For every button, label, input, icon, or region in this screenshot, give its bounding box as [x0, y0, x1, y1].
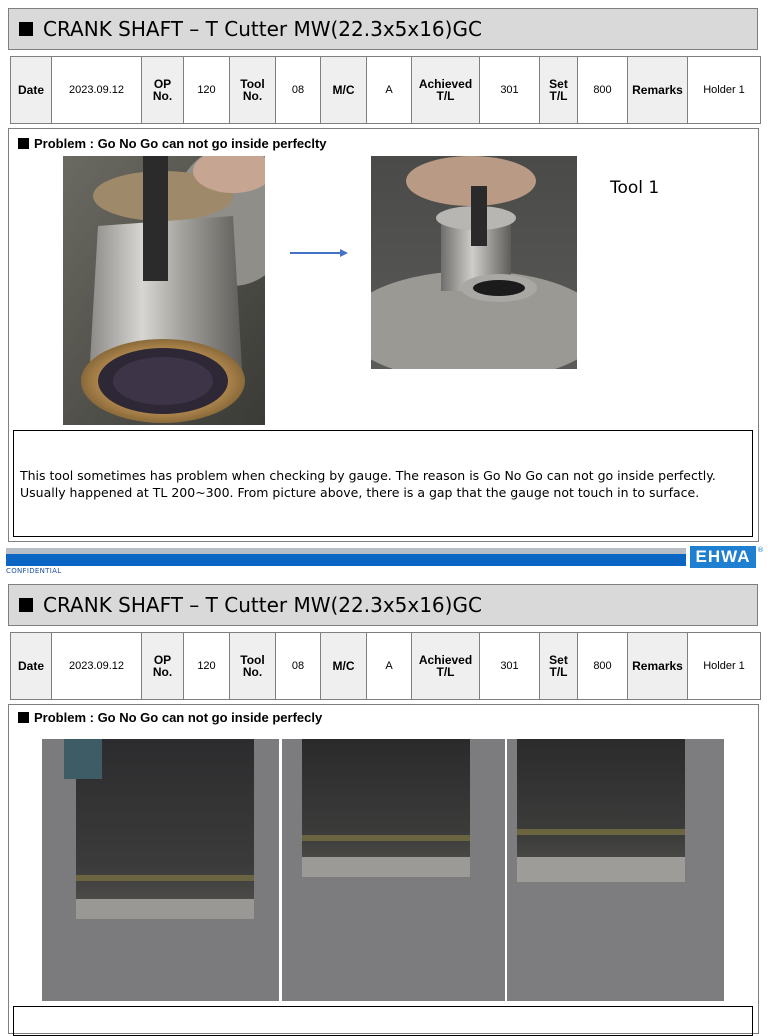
- achieved-label: Achieved T/L: [412, 633, 480, 700]
- insert-photo-2: [282, 739, 505, 1001]
- set-label: Set T/L: [540, 633, 578, 700]
- set-value: 800: [578, 57, 628, 124]
- insert-photo-3: [507, 739, 724, 1001]
- date-value: 2023.09.12: [52, 57, 142, 124]
- square-bullet-icon: [19, 22, 33, 36]
- date-label: Date: [11, 57, 52, 124]
- registered-mark: ®: [757, 546, 764, 554]
- tool-label: Tool No.: [230, 57, 276, 124]
- ehwa-logo: EHWA: [690, 546, 756, 568]
- set-value: 800: [578, 633, 628, 700]
- slide2-info-table: [10, 632, 761, 700]
- set-label: Set T/L: [540, 57, 578, 124]
- op-value: 120: [184, 57, 230, 124]
- slide2-problem-heading: [18, 710, 322, 725]
- op-label: OP No.: [142, 633, 184, 700]
- slide2-title: CRANK SHAFT – T Cutter MW(22.3x5x16)GC: [43, 593, 482, 617]
- square-bullet-icon: [19, 598, 33, 612]
- square-bullet-icon: [18, 138, 29, 149]
- slide1-problem-heading: [18, 136, 327, 151]
- tool-photo: [371, 156, 577, 369]
- achieved-label: Achieved T/L: [412, 57, 480, 124]
- achieved-value: 301: [480, 57, 540, 124]
- achieved-value: 301: [480, 633, 540, 700]
- remarks-label: Remarks: [628, 633, 688, 700]
- gauge-photo: [63, 156, 265, 425]
- op-value: 120: [184, 633, 230, 700]
- tool-value: 08: [276, 633, 321, 700]
- slide1-description-box: [13, 430, 753, 537]
- tool-value: 08: [276, 57, 321, 124]
- slide1-description: This tool sometimes has problem when checking by gauge. The reason is Go No Go can not go inside perfectly. Usually happened at TL 200~300. From picture above, there is a gap that the gauge not touch in to surface.: [20, 467, 716, 500]
- tool-label: Tool No.: [230, 633, 276, 700]
- arrow-right-icon: [290, 247, 348, 259]
- slide2-problem-text: Problem : Go No Go can not go inside perfecly: [34, 710, 323, 725]
- mc-label: M/C: [321, 57, 367, 124]
- mc-value: A: [367, 633, 412, 700]
- insert-photo-1: [42, 739, 279, 1001]
- footer-blue-bar: [6, 554, 686, 566]
- slide1-info-table: [10, 56, 761, 124]
- remarks-label: Remarks: [628, 57, 688, 124]
- remarks-value: Holder 1: [688, 633, 761, 700]
- remarks-value: Holder 1: [688, 57, 761, 124]
- date-value: 2023.09.12: [52, 633, 142, 700]
- date-label: Date: [11, 633, 52, 700]
- mc-value: A: [367, 57, 412, 124]
- slide1-title-bar: [8, 8, 758, 50]
- confidential-label: CONFIDENTIAL: [6, 567, 62, 575]
- slide2-description-box: [13, 1006, 753, 1036]
- slide1-title: CRANK SHAFT – T Cutter MW(22.3x5x16)GC: [43, 17, 482, 41]
- tool-caption: Tool 1: [610, 178, 660, 198]
- square-bullet-icon: [18, 712, 29, 723]
- slide1-problem-text: Problem : Go No Go can not go inside perfeclty: [34, 136, 327, 151]
- slide2-title-bar: [8, 584, 758, 626]
- mc-label: M/C: [321, 633, 367, 700]
- op-label: OP No.: [142, 57, 184, 124]
